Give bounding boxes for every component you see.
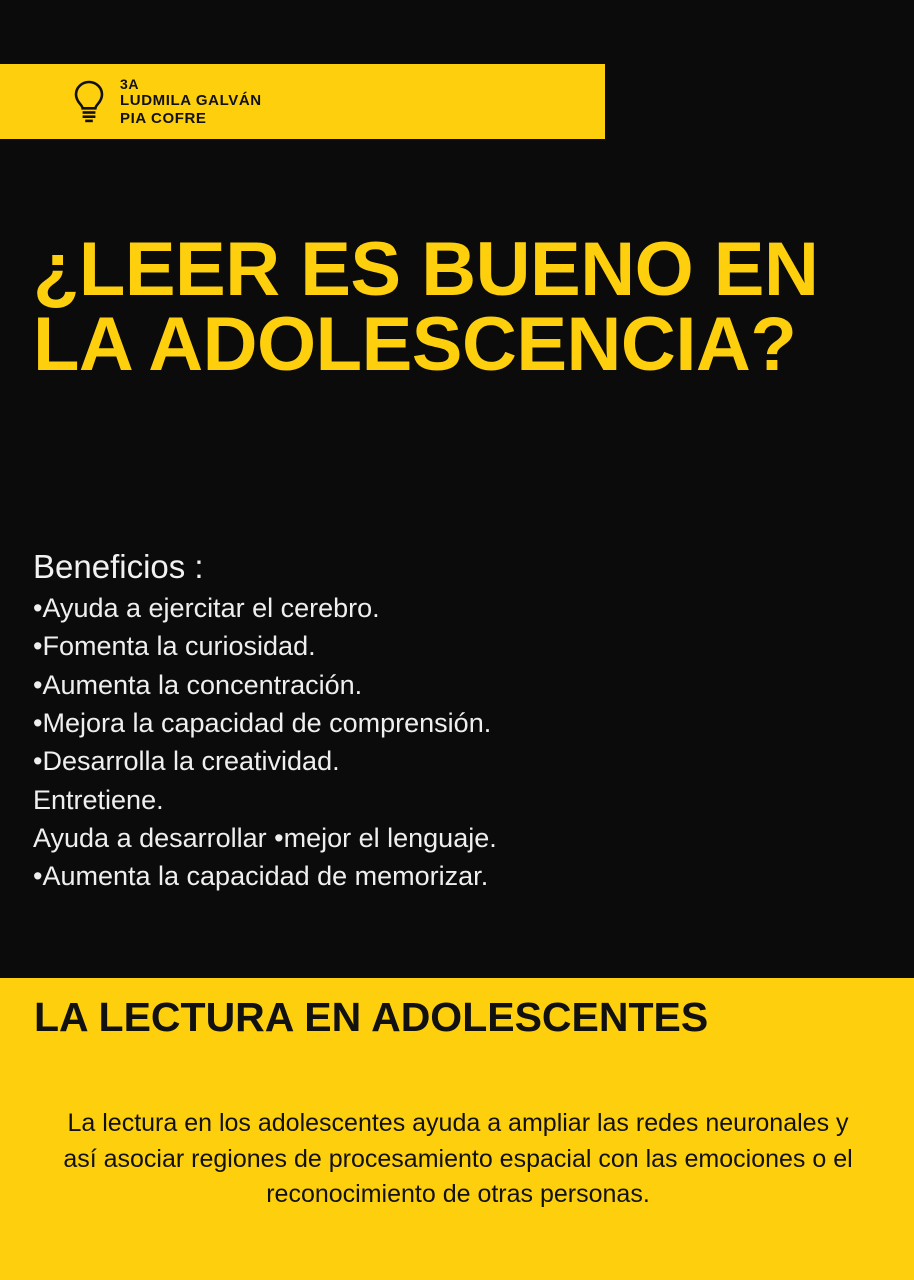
list-item: •Mejora la capacidad de comprensión. <box>33 707 492 738</box>
author-one-label: LUDMILA GALVÁN <box>120 92 262 110</box>
benefits-heading: Beneficios : <box>33 548 204 585</box>
list-item: •Ayuda a ejercitar el cerebro. <box>33 592 380 623</box>
course-label: 3A <box>120 75 140 92</box>
list-item: •Desarrolla la creatividad. <box>33 746 340 777</box>
list-item: •Aumenta la concentración. <box>33 669 363 700</box>
header-text-group <box>120 76 262 128</box>
list-item: Entretiene. <box>33 784 164 815</box>
header-banner <box>0 64 605 139</box>
bottom-section-paragraph: La lectura en los adolescentes ayuda a ampliar las redes neuronales y así asociar regiones de procesamiento espacial con las emociones o el reconocimiento de otras personas. <box>63 1109 853 1208</box>
benefits-section <box>33 548 873 896</box>
list-item: •Fomenta la curiosidad. <box>33 631 316 662</box>
bottom-section-title: LA LECTURA EN ADOLESCENTES <box>34 994 709 1040</box>
list-item: Ayuda a desarrollar •mejor el lenguaje. <box>33 822 497 853</box>
author-two-label: PIA COFRE <box>120 109 207 127</box>
page-title: ¿LEER ES BUENO EN LA ADOLESCENCIA? <box>33 227 819 388</box>
bottom-panel <box>0 978 914 1280</box>
lightbulb-icon <box>72 80 106 124</box>
list-item: •Aumenta la capacidad de memorizar. <box>33 861 489 892</box>
